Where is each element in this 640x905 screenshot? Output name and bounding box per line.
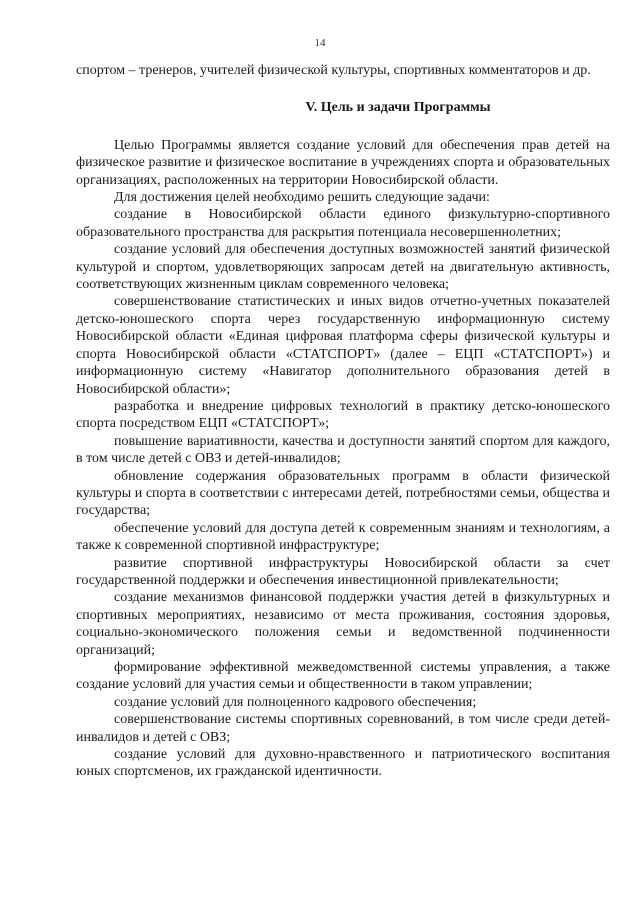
page-content bbox=[76, 62, 610, 781]
tasks-intro: Для достижения целей необходимо решить следующие задачи: bbox=[114, 190, 490, 206]
section-heading: V. Цель и задачи Программы bbox=[305, 100, 491, 116]
page-number: 14 bbox=[314, 37, 326, 49]
goal-paragraph: Целью Программы является создание условий для обеспечения прав детей на физическое развитие и физическое воспитание в учреждениях спорта и образовательных организациях, расположенных на территории Новосибирской области. bbox=[76, 137, 610, 188]
task-item: создание условий для обеспечения доступных возможностей занятий физической культурой и спортом, удовлетворяющих запросам детей на двигательную активность, соответствующих жизненным циклам современного человека; bbox=[76, 242, 610, 293]
task-item: создание механизмов финансовой поддержки участия детей в физкультурных и спортивных мероприятиях, независимо от места проживания, состояния здоровья, социально-экономического положения семьи и ведомственной подчиненности организаций; bbox=[76, 590, 610, 658]
task-item: разработка и внедрение цифровых технологий в практику детско-юношеского спорта посредством ЕЦП «СТАТСПОРТ»; bbox=[76, 398, 610, 432]
intro-continuation: спортом – тренеров, учителей физической культуры, спортивных комментаторов и др. bbox=[76, 63, 591, 78]
task-item: создание условий для духовно-нравственного и патриотического воспитания юных спортсменов, их гражданской идентичности. bbox=[76, 747, 610, 780]
task-item: формирование эффективной межведомственной системы управления, а также создание условий для участия семьи и общественности в таком управлении; bbox=[76, 660, 610, 693]
task-item: совершенствование системы спортивных соревнований, в том числе среди детей-инвалидов и детей с ОВЗ; bbox=[76, 712, 610, 745]
task-item: создание условий для полноценного кадрового обеспечения; bbox=[114, 694, 477, 710]
task-item: повышение вариативности, качества и доступности занятий спортом для каждого, в том числе детей с ОВЗ и детей-инвалидов; bbox=[76, 433, 610, 467]
task-item: обеспечение условий для доступа детей к современным знаниям и технологиям, а также к современной спортивной инфраструктуре; bbox=[76, 520, 610, 554]
task-item: обновление содержания образовательных программ в области физической культуры и спорта в соответствии с интересами детей, потребностями семьи, общества и государства; bbox=[76, 468, 610, 519]
task-item: совершенствование статистических и иных видов отчетно-учетных показателей детско-юношеского спорта через государственную информационную систему Новосибирской области «Единая цифровая платформа сферы физической культуры и спорта Новосибирской области «СТАТСПОРТ» (далее – ЕЦП «СТАТСПОРТ») и информационную систему «Навигатор дополнительного образования детей в Новосибирской области»; bbox=[76, 294, 610, 397]
task-item: развитие спортивной инфраструктуры Новосибирской области за счет государственной поддержки и обеспечения инвестиционной привлекательности; bbox=[76, 555, 610, 588]
task-item: создание в Новосибирской области единого физкультурно-спортивного образовательного пространства для раскрытия потенциала несовершеннолетних; bbox=[76, 207, 610, 240]
